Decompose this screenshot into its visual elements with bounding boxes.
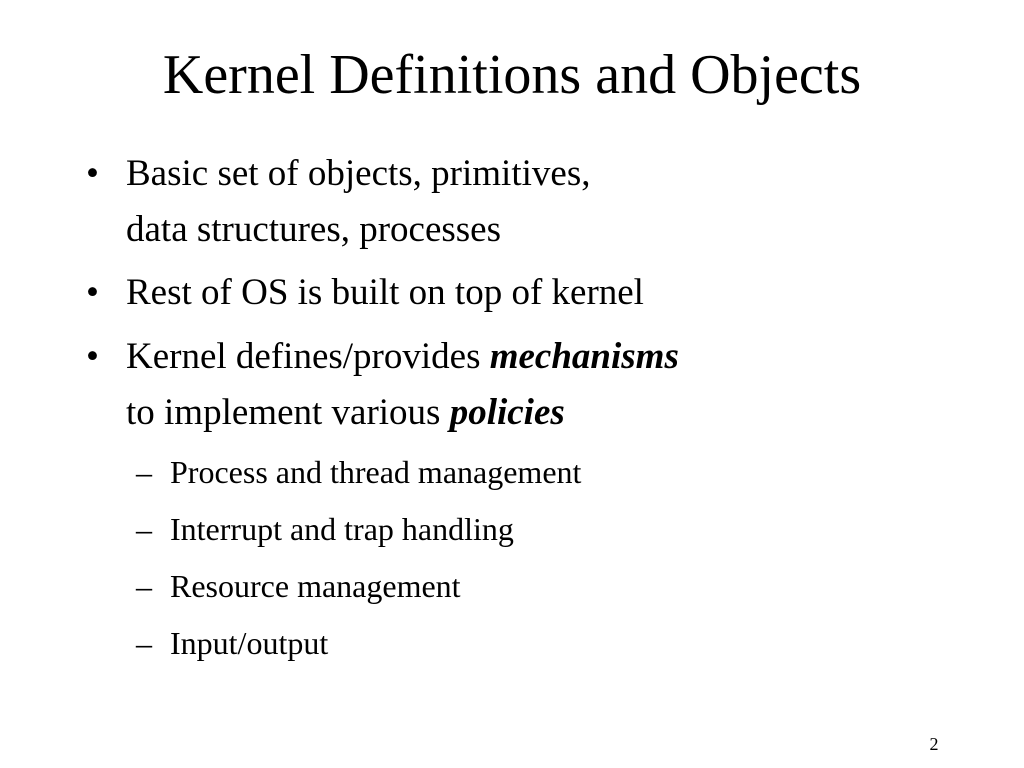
- bullet-text-plain: to implement various: [126, 392, 450, 433]
- sub-bullet-marker: –: [136, 568, 152, 604]
- emphasized-term: mechanisms: [489, 336, 679, 377]
- sub-bullet-text: Resource management: [170, 568, 461, 604]
- bullet-text-continued: data structures, processes: [126, 209, 502, 250]
- sub-bullet-text: Input/output: [170, 625, 329, 661]
- page-number: 2: [929, 734, 939, 754]
- sub-bullet-marker: –: [136, 625, 152, 661]
- sub-bullet-text: Interrupt and trap handling: [170, 511, 514, 547]
- bullet-text: Rest of OS is built on top of kernel: [126, 272, 644, 313]
- sub-bullet-marker: –: [136, 454, 152, 490]
- bullet-marker: •: [86, 153, 99, 194]
- sub-bullet-marker: –: [136, 511, 152, 547]
- bullet-text-plain: Kernel defines/provides: [126, 336, 490, 377]
- sub-bullet-item: [136, 507, 514, 551]
- bullet-text: Basic set of objects, primitives,: [126, 153, 591, 194]
- sub-bullet-text: Process and thread management: [170, 454, 582, 490]
- slide-title: Kernel Definitions and Objects: [162, 44, 862, 106]
- sub-bullet-item: [136, 564, 461, 608]
- bullet-text: [126, 329, 679, 385]
- bullet-marker: •: [86, 336, 99, 377]
- emphasized-term: policies: [449, 392, 565, 433]
- sub-bullet-item: [136, 450, 581, 494]
- bullet-text-continued: [126, 385, 565, 441]
- bullet-marker: •: [86, 272, 99, 313]
- sub-bullet-item: [136, 621, 328, 665]
